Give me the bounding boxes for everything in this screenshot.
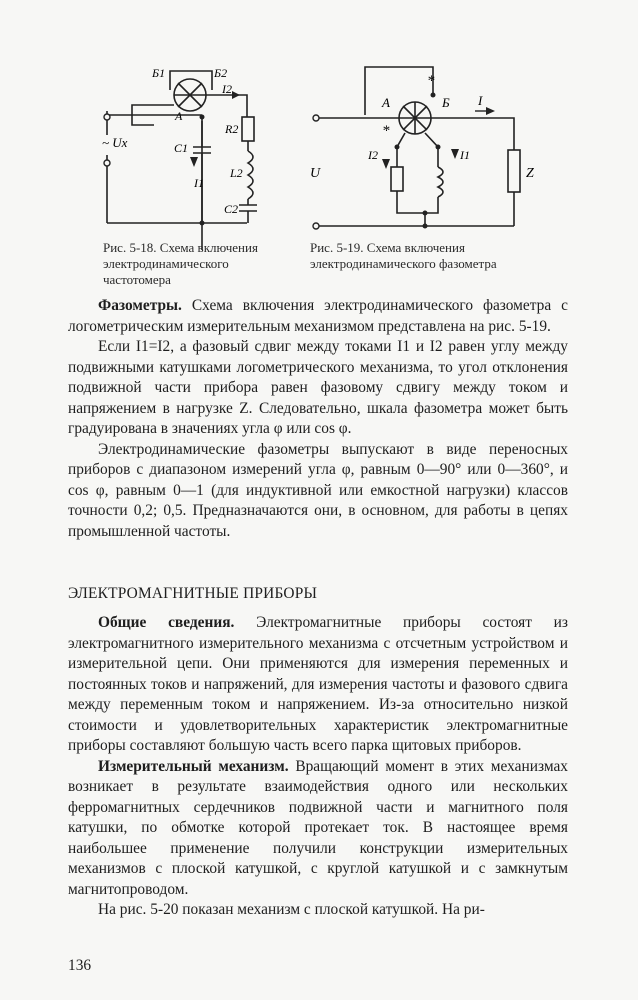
label-i1: I1 xyxy=(194,176,204,190)
i1-arrow xyxy=(190,157,198,167)
run-in-heading-mechanism: Измерительный механизм. xyxy=(98,757,289,775)
label-i: I xyxy=(478,93,483,108)
inductor-l2 xyxy=(248,151,253,199)
label-b1: Б1 xyxy=(152,66,166,80)
label-u: U xyxy=(310,166,321,181)
phase-meter-schematic xyxy=(290,55,560,240)
label-i2: I2 xyxy=(368,148,378,162)
run-in-heading-general: Общие сведения. xyxy=(98,614,235,631)
i2-arrow xyxy=(382,159,390,169)
i1-arrow xyxy=(451,149,459,159)
paragraph-general-info: Общие сведения. Электромагнитные приборы состоят из электромагнитного измерительного механизма с отсчетным устройством и измерительной цепи. Они применяются для измерения переменных и постоянных токов и напряжений, для измерения частоты и фазового сдвига между переменным током и напряжением. Из-за относительно низкой стоимости и удовлетворительных характеристик электромагнитные приборы составляют большую часть всего парка щитовых приборов. xyxy=(68,614,569,754)
terminal-bottom xyxy=(104,160,110,166)
label-i2: I2 xyxy=(222,82,232,96)
terminal-u-top xyxy=(313,115,319,121)
caption-fig-5-19: Рис. 5-19. Схема включения электродинамического фазометра xyxy=(310,240,497,271)
i2-arrow xyxy=(232,91,240,99)
terminal-u-bottom xyxy=(313,223,319,229)
figure-5-19-phase-meter-circuit xyxy=(290,55,560,240)
label-c2: C2 xyxy=(224,202,239,216)
resistor-branch xyxy=(391,167,403,191)
resistor-r2 xyxy=(242,117,254,141)
caption-fig-5-18: Рис. 5-18. Схема включения электродинамического частотомера xyxy=(103,240,258,287)
inductor-branch xyxy=(438,167,443,197)
figure-5-18-frequency-meter-circuit xyxy=(92,55,277,240)
page-number: 136 xyxy=(68,957,92,974)
label-l2: L2 xyxy=(230,166,243,180)
i1-branch xyxy=(425,133,438,167)
star-top: * xyxy=(427,73,435,89)
paragraph-phase-meters-intro: Фазометры. Схема включения электродинамического фазометра с логометрическим измерительным механизмом представлена на рис. 5-19. xyxy=(68,297,568,335)
paragraph-phase-meter-ranges: Электродинамические фазометры выпускают в виде переносных приборов с диапазоном измерений угла φ, равным 0—90° или 0—360°, и cos φ, равным 0—1 (для индуктивной или емкостной нагрузки) классов точности 0,2; 0,5. Предназначаются они, в основном, для работы в цепях промышленной частоты. xyxy=(68,440,568,540)
label-z: Z xyxy=(526,166,534,181)
label-b: Б xyxy=(442,95,450,110)
phase-meters-section xyxy=(68,296,568,542)
label-c1: C1 xyxy=(174,141,189,155)
top-bracket xyxy=(365,67,433,115)
paragraph-fig-5-20-intro: На рис. 5-20 показан механизм с плоской катушкой. На ри- xyxy=(98,901,485,918)
star-left: * xyxy=(382,123,390,139)
label-r2: R2 xyxy=(225,122,239,136)
i2-branch xyxy=(397,133,405,167)
label-ux: ~ Ux xyxy=(102,135,128,150)
section-heading-electromagnetic: ЭЛЕКТРОМАГНИТНЫЕ ПРИБОРЫ xyxy=(68,585,318,602)
frequency-meter-schematic xyxy=(92,55,277,240)
label-a: A xyxy=(175,109,183,123)
paragraph-mechanism: Измерительный механизм. Вращающий момент в этих механизмах возникает в результате взаимодействия одного или нескольких ферромагнитных сердечников подвижной части и магнитного поля катушки, по обмотке которой протекает ток. В настоящее время наибольшее применение получили конструкции измерительных механизмов с плоской катушкой, с круглой катушкой и с замкнутым магнитопроводом. xyxy=(68,757,568,898)
paragraph-phase-condition: Если I1=I2, а фазовый сдвиг между токами I1 и I2 равен углу между подвижными катушками логометрического механизма, то угол отклонения подвижной части прибора равен фазовому сдвигу между током и напряжением в нагрузке Z. Следовательно, шкала фазометра может быть градуирована в значениях угла φ или cos φ. xyxy=(68,338,568,437)
label-a: A xyxy=(382,95,390,110)
top-line-right xyxy=(431,118,514,150)
run-in-heading-phase-meters: Фазометры. xyxy=(98,297,182,314)
label-i1: I1 xyxy=(460,148,470,162)
electromagnetic-section xyxy=(68,613,568,921)
load-z xyxy=(508,150,520,192)
i2-lead xyxy=(206,95,247,117)
label-b2: Б2 xyxy=(214,66,228,80)
terminal-top xyxy=(104,114,110,120)
